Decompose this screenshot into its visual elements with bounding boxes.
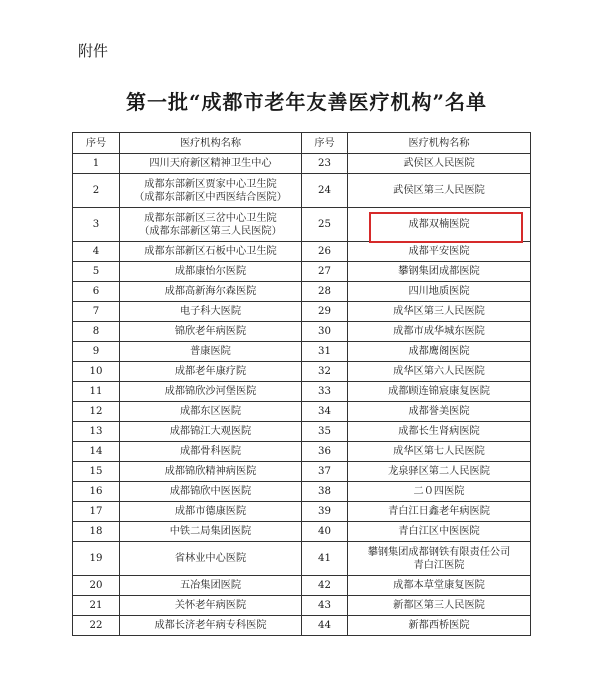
hospital-name-line: 成华区第三人民医院: [393, 306, 485, 317]
table-row: [73, 616, 531, 636]
hospital-name-line: 青白江医院: [413, 559, 465, 571]
hospital-name-line: 成都老年康疗院: [174, 366, 247, 377]
row-number-text: 5: [92, 266, 100, 277]
table-row: [73, 322, 531, 342]
row-number-right: [302, 462, 348, 482]
row-number-text: 29: [318, 306, 331, 317]
row-number-left: [73, 402, 120, 422]
row-number-right: [302, 422, 348, 442]
row-number-text: 12: [89, 406, 103, 417]
hospital-name-line: 成都长济老年病专科医院: [154, 620, 267, 631]
row-number-right: [302, 576, 348, 596]
hospital-name-line: 龙泉驿区第二人民医院: [388, 466, 490, 477]
row-number-left: [73, 302, 120, 322]
row-number-left: [73, 616, 120, 636]
row-number-text: 42: [318, 580, 331, 591]
header-no-left: 序号: [73, 133, 120, 154]
row-number-left: [73, 576, 120, 596]
hospital-name-left: [120, 154, 302, 174]
hospital-name-line: 成都锦欣中医医院: [169, 486, 252, 497]
hospital-name-line: 成都市德康医院: [174, 506, 247, 517]
row-number-right: [302, 502, 348, 522]
row-number-right: [302, 154, 348, 174]
hospital-name-line: 新都区第三人民医院: [393, 600, 485, 611]
hospital-name-line: 成都双楠医院: [408, 219, 470, 230]
row-number-text: 20: [89, 580, 103, 591]
row-number-text: 37: [318, 466, 331, 477]
row-number-left: [73, 462, 120, 482]
hospital-name-line: 关怀老年病医院: [174, 600, 247, 611]
hospital-name-line: 二０四医院: [413, 486, 465, 497]
row-number-left: [73, 382, 120, 402]
hospital-name-right: [348, 402, 531, 422]
table-row: [73, 462, 531, 482]
row-number-text: 27: [318, 266, 331, 277]
row-number-right: [302, 402, 348, 422]
row-number-left: [73, 262, 120, 282]
hospital-name-line: 省林业中心医院: [174, 553, 247, 564]
hospital-name-line: 青白江日鑫老年病医院: [388, 506, 490, 517]
hospital-name-right: [348, 442, 531, 462]
row-number-text: 31: [318, 346, 331, 357]
hospital-name-right: [348, 262, 531, 282]
row-number-left: [73, 342, 120, 362]
row-number-text: 7: [92, 306, 100, 317]
hospital-name-line: （成都东部新区中西医结合医院）: [134, 191, 287, 203]
table-row: [73, 576, 531, 596]
hospital-name-line: 普康医院: [190, 346, 231, 357]
hospital-name-line: 成都锦欣沙河堡医院: [164, 386, 257, 397]
row-number-text: 40: [318, 526, 331, 537]
row-number-text: 25: [318, 219, 331, 230]
row-number-text: 33: [318, 386, 331, 397]
hospital-name-left: [120, 596, 302, 616]
hospital-name-line: 武侯区第三人民医院: [393, 185, 485, 196]
hospital-name-right: [348, 542, 531, 576]
table-row: [73, 242, 531, 262]
row-number-right: [302, 282, 348, 302]
attachment-label: 附件: [78, 42, 109, 60]
row-number-text: 39: [318, 506, 331, 517]
row-number-text: 35: [318, 426, 331, 437]
hospital-name-left: [120, 322, 302, 342]
row-number-right: [302, 322, 348, 342]
row-number-left: [73, 242, 120, 262]
hospital-name-right: [348, 462, 531, 482]
table-row: [73, 282, 531, 302]
hospital-name-right: [348, 302, 531, 322]
row-number-right: [302, 522, 348, 542]
hospital-name-right: [348, 322, 531, 342]
row-number-text: 8: [92, 326, 100, 337]
hospital-name-left: [120, 402, 302, 422]
row-number-right: [302, 242, 348, 262]
hospital-name-left: [120, 422, 302, 442]
hospital-name-line: 成都锦江大观医院: [169, 426, 252, 437]
row-number-text: 43: [318, 600, 331, 611]
row-number-text: 17: [89, 506, 103, 517]
page-title: 第一批“成都市老年友善医疗机构”名单: [125, 90, 487, 114]
table-row: [73, 362, 531, 382]
hospital-name-left: [120, 522, 302, 542]
table-row: [73, 422, 531, 442]
hospital-name-left: [120, 342, 302, 362]
hospital-name-right: [348, 522, 531, 542]
hospital-name-line: 电子科大医院: [179, 306, 242, 317]
hospital-name-right: [348, 576, 531, 596]
hospital-name-right: [348, 242, 531, 262]
row-number-text: 23: [318, 158, 331, 169]
table-row: [73, 382, 531, 402]
hospital-name-right: [348, 616, 531, 636]
row-number-right: [302, 342, 348, 362]
hospital-name-right: [348, 154, 531, 174]
row-number-right: [302, 262, 348, 282]
row-number-text: 1: [92, 158, 100, 169]
row-number-text: 11: [89, 386, 103, 397]
hospital-name-line: 攀钢集团成都医院: [398, 266, 480, 277]
hospital-name-left: [120, 482, 302, 502]
row-number-text: 16: [89, 486, 103, 497]
table-row: [73, 522, 531, 542]
row-number-left: [73, 282, 120, 302]
table-row: [73, 262, 531, 282]
row-number-left: [73, 502, 120, 522]
row-number-text: 13: [89, 426, 103, 437]
hospital-name-left: [120, 174, 302, 208]
table-row: [73, 342, 531, 362]
hospital-name-right: [348, 502, 531, 522]
hospital-name-left: [120, 282, 302, 302]
hospital-name-left: [120, 462, 302, 482]
row-number-text: 30: [318, 326, 331, 337]
hospital-name-left: [120, 382, 302, 402]
hospital-name-right: [348, 282, 531, 302]
hospital-name-line: 成华区第七人民医院: [393, 446, 485, 457]
hospital-name-right: [348, 422, 531, 442]
hospital-name-line: 成华区第六人民医院: [393, 366, 485, 377]
red-highlight-box: [369, 212, 523, 243]
row-number-left: [73, 422, 120, 442]
header-name-left: 医疗机构名称: [120, 133, 302, 154]
hospital-name-line: 成都平安医院: [408, 246, 470, 257]
hospital-name-left: [120, 502, 302, 522]
hospital-name-right: [348, 174, 531, 208]
row-number-left: [73, 362, 120, 382]
row-number-right: [302, 482, 348, 502]
hospital-name-line: 成都誉美医院: [408, 406, 470, 417]
row-number-right: [302, 174, 348, 208]
hospital-name-left: [120, 362, 302, 382]
row-number-text: 28: [318, 286, 331, 297]
row-number-text: 10: [89, 366, 103, 377]
hospital-name-line: 成都鹰阁医院: [408, 346, 470, 357]
hospital-name-right: [348, 482, 531, 502]
row-number-text: 24: [318, 185, 331, 196]
table-row: [73, 302, 531, 322]
hospital-name-line: 五冶集团医院: [179, 580, 242, 591]
row-number-text: 44: [318, 620, 331, 631]
hospital-name-line: 成都本草堂康复医院: [393, 580, 485, 591]
hospital-name-left: [120, 442, 302, 462]
hospital-name-line: 成都东区医院: [179, 406, 242, 417]
row-number-text: 34: [318, 406, 331, 417]
table-row: [73, 442, 531, 462]
hospital-name-right: [348, 382, 531, 402]
row-number-right: [302, 616, 348, 636]
row-number-text: 19: [89, 553, 103, 564]
row-number-left: [73, 208, 120, 242]
row-number-left: [73, 322, 120, 342]
row-number-text: 22: [89, 620, 103, 631]
row-number-text: 21: [89, 600, 103, 611]
hospital-name-line: 攀钢集团成都钢铁有限责任公司: [367, 546, 511, 558]
row-number-text: 18: [89, 526, 103, 537]
hospital-name-left: [120, 576, 302, 596]
hospital-name-line: 成都顾连锦宸康复医院: [388, 386, 490, 397]
table-row: [73, 542, 531, 576]
row-number-left: [73, 442, 120, 462]
hospital-name-line: 青白江区中医医院: [398, 526, 480, 537]
row-number-text: 3: [92, 219, 100, 230]
row-number-right: [302, 382, 348, 402]
row-number-text: 9: [92, 346, 100, 357]
hospital-name-right: [348, 342, 531, 362]
hospital-name-left: [120, 542, 302, 576]
row-number-text: 4: [92, 246, 100, 257]
row-number-right: [302, 442, 348, 462]
table-row: [73, 596, 531, 616]
row-number-left: [73, 482, 120, 502]
header-no-right: 序号: [302, 133, 348, 154]
hospital-name-line: 成都康怡尔医院: [174, 266, 247, 277]
table-row: [73, 482, 531, 502]
row-number-text: 6: [92, 286, 100, 297]
hospital-name-line: 成都长生肾病医院: [398, 426, 480, 437]
hospital-name-line: 成都东部新区石板中心卫生院: [144, 246, 277, 257]
hospital-name-line: 成都东部新区三岔中心卫生院: [144, 212, 277, 224]
table-row: [73, 502, 531, 522]
hospital-name-line: 武侯区人民医院: [403, 158, 475, 169]
row-number-text: 26: [318, 246, 331, 257]
hospital-name-right: [348, 596, 531, 616]
hospital-name-line: 中铁二局集团医院: [169, 526, 252, 537]
hospital-name-line: 成都东部新区贾家中心卫生院: [144, 178, 277, 190]
row-number-text: 32: [318, 366, 331, 377]
row-number-right: [302, 596, 348, 616]
row-number-text: 36: [318, 446, 331, 457]
hospital-name-left: [120, 262, 302, 282]
table-row: [73, 174, 531, 208]
table-row: [73, 402, 531, 422]
hospital-name-line: 成都锦欣精神病医院: [164, 466, 257, 477]
row-number-right: [302, 302, 348, 322]
table-row: [73, 154, 531, 174]
row-number-text: 2: [92, 185, 100, 196]
hospital-name-line: 成都骨科医院: [179, 446, 242, 457]
row-number-right: [302, 208, 348, 242]
table-header-row: [73, 133, 531, 154]
hospital-name-left: [120, 302, 302, 322]
row-number-right: [302, 362, 348, 382]
hospital-name-left: [120, 242, 302, 262]
row-number-left: [73, 596, 120, 616]
hospital-name-line: 锦欣老年病医院: [174, 326, 247, 337]
row-number-left: [73, 542, 120, 576]
row-number-text: 41: [318, 553, 331, 564]
hospital-name-line: 成都高新海尔森医院: [164, 286, 257, 297]
hospital-name-left: [120, 616, 302, 636]
row-number-text: 38: [318, 486, 331, 497]
hospital-name-line: 四川天府新区精神卫生中心: [149, 158, 272, 169]
hospital-name-line: 成都市成华城东医院: [393, 326, 485, 337]
row-number-left: [73, 174, 120, 208]
hospital-name-line: （成都东部新区第三人民医院）: [139, 225, 282, 237]
header-name-right: 医疗机构名称: [348, 133, 531, 154]
hospital-name-line: 新都西桥医院: [408, 620, 470, 631]
row-number-left: [73, 154, 120, 174]
row-number-right: [302, 542, 348, 576]
hospital-name-line: 四川地质医院: [408, 286, 470, 297]
row-number-left: [73, 522, 120, 542]
hospital-name-left: [120, 208, 302, 242]
row-number-text: 15: [89, 466, 103, 477]
row-number-text: 14: [89, 446, 103, 457]
hospital-name-right: [348, 362, 531, 382]
hospital-table: [72, 132, 531, 636]
